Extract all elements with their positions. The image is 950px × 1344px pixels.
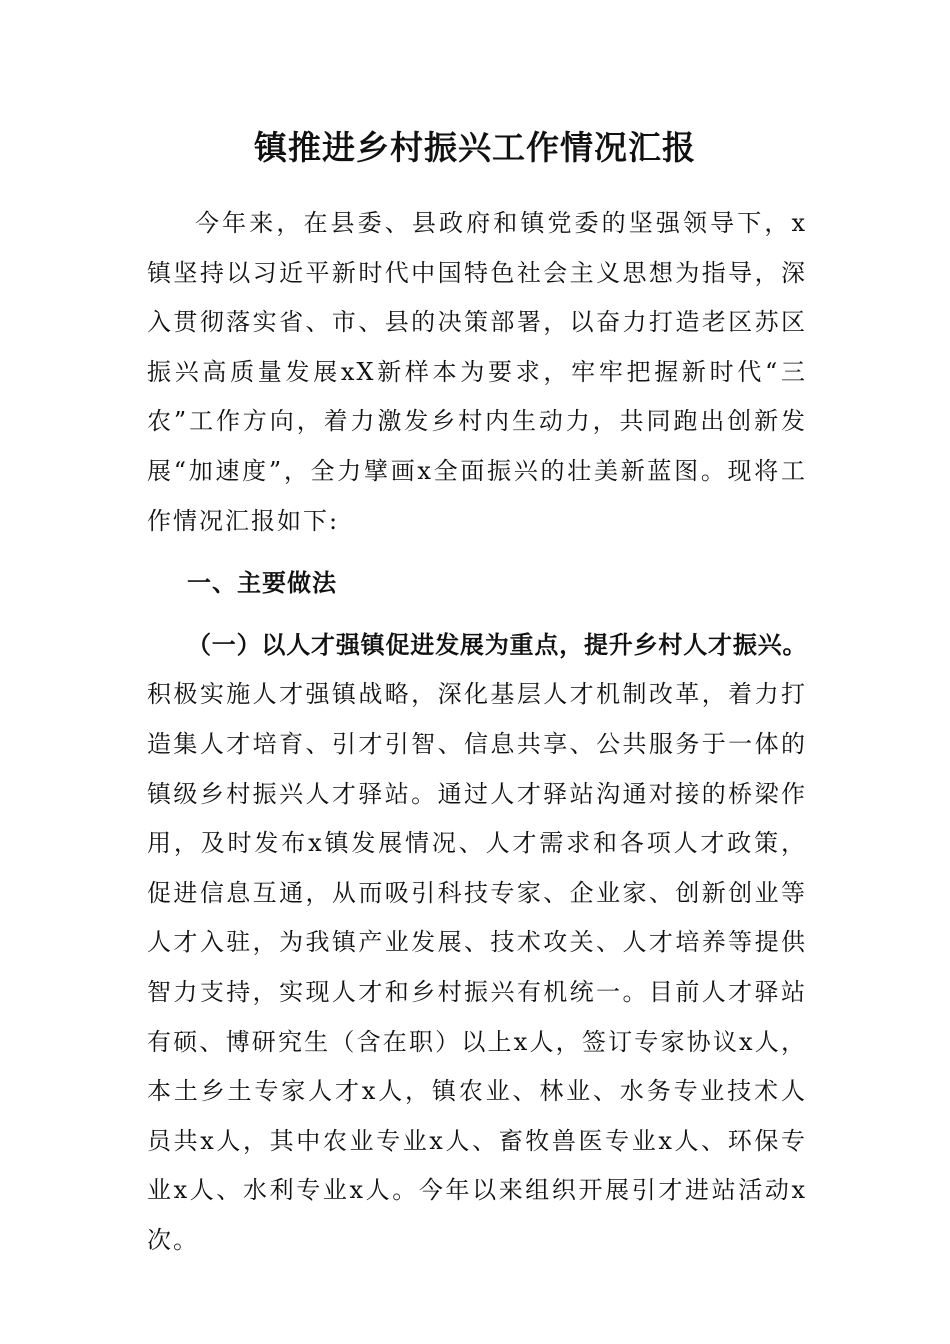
intro-paragraph: 今年来，在县委、县政府和镇党委的坚强领导下，x镇坚持以习近平新时代中国特色社会主义思想为指导，深入贯彻落实省、市、县的决策部署，以奋力打造老区苏区振兴高质量发展xX新样本为要求，牢牢把握新时代“三农”工作方向，着力激发乡村内生动力，共同跑出创新发展“加速度”，全力擘画x全面振兴的壮美新蓝图。现将工作情况汇报如下: <box>147 209 807 535</box>
document-body <box>147 199 807 1265</box>
section-heading-main-practices: 一、主要做法 <box>187 568 337 598</box>
item-paragraph-talent <box>147 620 807 1266</box>
document-title: 镇推进乡村振兴工作情况汇报 <box>254 128 696 167</box>
item-lead-talent: （一）以人才强镇促进发展为重点，提升乡村人才振兴。 <box>187 629 807 659</box>
item-body-talent: 积极实施人才强镇战略，深化基层人才机制改革，着力打造集人才培育、引才引智、信息共享、公共服务于一体的镇级乡村振兴人才驿站。通过人才驿站沟通对接的桥梁作用，及时发布x镇发展情况、人才需求和各项人才政策，促进信息互通，从而吸引科技专家、企业家、创新创业等人才入驻，为我镇产业发展、技术攻关、人才培养等提供智力支持，实现人才和乡村振兴有机统一。目前人才驿站有硕、博研究生（含在职）以上x人，签订专家协议x人，本土乡土专家人才x人，镇农业、林业、水务专业技术人员共x人，其中农业专业x人、畜牧兽医专业x人、环保专业x人、水利专业x人。今年以来组织开展引才进站活动x次。 <box>147 680 807 1254</box>
